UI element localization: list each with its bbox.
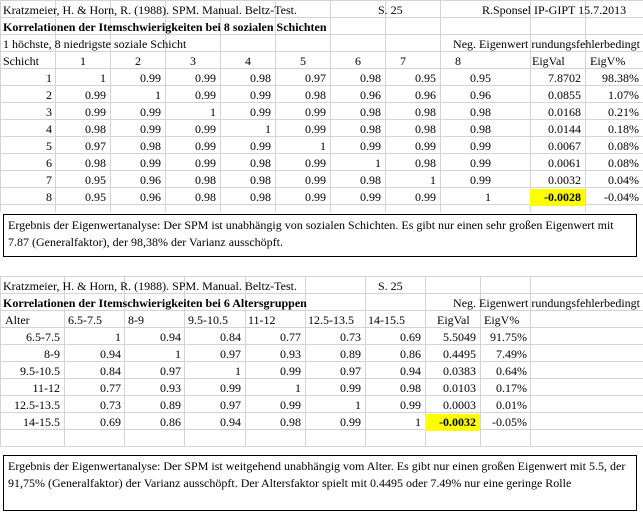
- table-cell[interactable]: 0.99: [305, 173, 326, 187]
- table-cell[interactable]: 0.99: [280, 398, 301, 412]
- row-label[interactable]: 4: [46, 122, 52, 136]
- table-cell[interactable]: 0.98: [195, 190, 216, 204]
- table-cell[interactable]: 1: [485, 190, 491, 204]
- table-cell[interactable]: 0.99: [470, 173, 491, 187]
- eigpct-cell[interactable]: 0.08%: [608, 139, 639, 153]
- table-cell[interactable]: 0.98: [280, 415, 301, 429]
- eigval-cell[interactable]: -0.0032: [425, 414, 480, 431]
- table-cell[interactable]: 0.97: [85, 139, 106, 153]
- table-cell[interactable]: 1: [115, 330, 121, 344]
- table-cell[interactable]: 0.69: [100, 415, 121, 429]
- table-cell[interactable]: 0.98: [360, 122, 381, 136]
- table-cell[interactable]: 0.99: [415, 139, 436, 153]
- table-title[interactable]: Korrelationen der Itemschwierigkeiten bei 6 Altersgruppen: [3, 296, 307, 310]
- table-cell[interactable]: 0.99: [140, 105, 161, 119]
- eigval-cell[interactable]: 0.0103: [443, 381, 476, 395]
- row-label[interactable]: 1: [46, 71, 52, 85]
- row-label[interactable]: 2: [46, 88, 52, 102]
- table-cell[interactable]: 0.99: [470, 156, 491, 170]
- table-subtitle[interactable]: 1 höchste, 8 niedrigste soziale Schicht: [3, 37, 187, 51]
- page-ref[interactable]: S. 25: [378, 279, 403, 293]
- table-cell[interactable]: 0.99: [250, 105, 271, 119]
- column-header[interactable]: 12.5-13.5: [308, 313, 354, 327]
- eigpct-cell[interactable]: 0.01%: [496, 398, 527, 412]
- row-label[interactable]: 11-12: [32, 381, 60, 395]
- column-header[interactable]: Alter: [5, 313, 30, 327]
- eigval-cell[interactable]: 0.0067: [548, 139, 581, 153]
- table-cell[interactable]: 0.99: [195, 156, 216, 170]
- eigval-cell[interactable]: 7.8702: [548, 71, 581, 85]
- eigval-cell[interactable]: 0.0061: [548, 156, 581, 170]
- table-cell[interactable]: 0.99: [195, 88, 216, 102]
- eigval-cell[interactable]: 0.0032: [548, 173, 581, 187]
- table-cell[interactable]: 0.98: [85, 122, 106, 136]
- table-cell[interactable]: 0.96: [360, 88, 381, 102]
- column-header[interactable]: 6.5-7.5: [68, 313, 102, 327]
- eigval-cell[interactable]: 0.0003: [443, 398, 476, 412]
- table-cell[interactable]: 0.73: [340, 330, 361, 344]
- eigpct-cell[interactable]: 0.04%: [608, 173, 639, 187]
- table-row: [0, 397, 643, 414]
- eigpct-cell[interactable]: 7.49%: [496, 347, 527, 361]
- table-cell[interactable]: 0.95: [85, 173, 106, 187]
- citation[interactable]: Kratzmeier, H. & Horn, R. (1988). SPM. Manual. Beltz-Test.: [3, 3, 297, 17]
- row-label[interactable]: 6.5-7.5: [26, 330, 60, 344]
- table-cell[interactable]: 0.96: [470, 88, 491, 102]
- table-cell[interactable]: 1: [235, 364, 241, 378]
- table-cell[interactable]: 0.99: [140, 156, 161, 170]
- table-cell[interactable]: 0.86: [160, 415, 181, 429]
- table-cell[interactable]: 0.97: [340, 364, 361, 378]
- table-cell[interactable]: 0.96: [415, 88, 436, 102]
- table-cell[interactable]: 0.98: [250, 156, 271, 170]
- table-cell[interactable]: 0.98: [360, 71, 381, 85]
- title-row: [0, 19, 643, 36]
- grid-line: [0, 276, 643, 277]
- column-header[interactable]: 9.5-10.5: [188, 313, 228, 327]
- table-cell[interactable]: 0.98: [85, 156, 106, 170]
- table-cell[interactable]: 1: [210, 105, 216, 119]
- eigval-cell[interactable]: 0.0855: [548, 88, 581, 102]
- table-row: [0, 346, 643, 363]
- table-cell[interactable]: 0.98: [250, 190, 271, 204]
- eigval-cell[interactable]: 0.0383: [443, 364, 476, 378]
- table-cell[interactable]: 0.94: [220, 415, 241, 429]
- table-cell[interactable]: 0.99: [360, 139, 381, 153]
- row-label[interactable]: 5: [46, 139, 52, 153]
- table-cell[interactable]: 0.94: [400, 364, 421, 378]
- table-row: [0, 104, 643, 121]
- page-ref[interactable]: S. 25: [378, 3, 403, 17]
- eigval-cell[interactable]: 0.0168: [548, 105, 581, 119]
- table-cell[interactable]: 0.98: [305, 88, 326, 102]
- eigval-cell[interactable]: 5.5049: [443, 330, 476, 344]
- table-cell[interactable]: 0.86: [400, 347, 421, 361]
- table-row: [0, 138, 643, 155]
- eigpct-cell[interactable]: 98.38%: [602, 71, 639, 85]
- table-cell[interactable]: 0.84: [220, 330, 241, 344]
- column-header[interactable]: 7: [400, 54, 406, 68]
- table-cell[interactable]: 0.94: [160, 330, 181, 344]
- table-cell[interactable]: 0.96: [140, 190, 161, 204]
- header-row: [0, 53, 643, 70]
- header-row: [0, 312, 643, 329]
- table-cell[interactable]: 0.99: [340, 415, 361, 429]
- eigpct-header[interactable]: EigV%: [484, 313, 520, 327]
- table-cell[interactable]: 0.98: [415, 122, 436, 136]
- table-cell[interactable]: 0.97: [220, 347, 241, 361]
- row-label[interactable]: 14-15.5: [23, 415, 60, 429]
- table-cell[interactable]: 0.89: [160, 398, 181, 412]
- table-row: [0, 70, 643, 87]
- table-cell[interactable]: 0.94: [100, 347, 121, 361]
- table-row: [0, 329, 643, 346]
- eigpct-cell[interactable]: 0.08%: [608, 156, 639, 170]
- table-cell[interactable]: 0.99: [195, 122, 216, 136]
- table-row: [0, 363, 643, 380]
- table-cell[interactable]: 1: [100, 71, 106, 85]
- eigval-cell[interactable]: 0.4495: [443, 347, 476, 361]
- table-cell[interactable]: 1: [155, 88, 161, 102]
- eigpct-cell[interactable]: 1.07%: [608, 88, 639, 102]
- eigpct-cell[interactable]: 0.21%: [608, 105, 639, 119]
- table-cell[interactable]: 0.95: [415, 71, 436, 85]
- table-cell[interactable]: 0.69: [400, 330, 421, 344]
- table-cell[interactable]: 0.96: [140, 173, 161, 187]
- row-label[interactable]: 9.5-10.5: [20, 364, 60, 378]
- table-cell[interactable]: 0.99: [195, 71, 216, 85]
- eigpct-cell[interactable]: -0.04%: [604, 190, 639, 204]
- table-row: [0, 172, 643, 189]
- eigpct-cell[interactable]: -0.05%: [492, 415, 527, 429]
- neg-eigenvalue-note[interactable]: Neg. Eigenwert rundungsfehlerbedingt: [453, 296, 640, 310]
- column-header[interactable]: 2: [135, 54, 141, 68]
- table-cell[interactable]: 0.98: [470, 105, 491, 119]
- table-cell[interactable]: 0.89: [340, 347, 361, 361]
- eigval-header[interactable]: EigVal: [532, 54, 565, 68]
- neg-eigenvalue-note[interactable]: Neg. Eigenwert rundungsfehlerbedingt: [453, 37, 640, 51]
- table-cell[interactable]: 0.97: [305, 71, 326, 85]
- table-cell[interactable]: 0.73: [100, 398, 121, 412]
- table-cell[interactable]: 0.95: [85, 190, 106, 204]
- eigval-header[interactable]: EigVal: [437, 313, 470, 327]
- column-header[interactable]: 4: [245, 54, 251, 68]
- column-header[interactable]: 5: [300, 54, 306, 68]
- table-cell[interactable]: 0.99: [250, 139, 271, 153]
- table-cell[interactable]: 0.99: [340, 381, 361, 395]
- table-cell[interactable]: 0.98: [250, 71, 271, 85]
- column-header[interactable]: 8: [455, 54, 461, 68]
- table-cell[interactable]: 1: [320, 139, 326, 153]
- table-cell[interactable]: 0.98: [195, 173, 216, 187]
- table-cell[interactable]: 1: [375, 156, 381, 170]
- table-row: [0, 155, 643, 172]
- column-header[interactable]: 8-9: [128, 313, 144, 327]
- table-cell[interactable]: 0.99: [195, 139, 216, 153]
- row-label[interactable]: 3: [46, 105, 52, 119]
- table-cell[interactable]: 0.97: [220, 398, 241, 412]
- table-cell[interactable]: 0.77: [100, 381, 121, 395]
- table-cell[interactable]: 0.98: [250, 173, 271, 187]
- eigpct-cell[interactable]: 91.75%: [490, 330, 527, 344]
- column-header[interactable]: 3: [190, 54, 196, 68]
- table-cell[interactable]: 0.98: [415, 156, 436, 170]
- eigpct-cell[interactable]: 0.18%: [608, 122, 639, 136]
- table-cell[interactable]: 0.99: [305, 156, 326, 170]
- table-cell[interactable]: 1: [430, 173, 436, 187]
- result-note: Ergebnis der Eigenwertanalyse: Der SPM ist unabhängig von sozialen Schichten. Es gibt nur einen sehr großen Eigenwert mit 7.87 (Generalfaktor), der 98,38% der Varianz ausschöpft.: [3, 214, 637, 257]
- eigpct-cell[interactable]: 0.17%: [496, 381, 527, 395]
- row-label[interactable]: 8: [46, 190, 52, 204]
- table-cell[interactable]: 0.98: [360, 173, 381, 187]
- table-cell[interactable]: 0.99: [280, 364, 301, 378]
- citation-row: [0, 278, 643, 295]
- table-cell[interactable]: 0.97: [160, 364, 181, 378]
- citation[interactable]: Kratzmeier, H. & Horn, R. (1988). SPM. Manual. Beltz-Test.: [3, 279, 297, 293]
- table-cell[interactable]: 0.98: [140, 139, 161, 153]
- table-cell[interactable]: 0.99: [250, 88, 271, 102]
- table-cell[interactable]: 0.99: [305, 122, 326, 136]
- table-cell[interactable]: 0.99: [220, 381, 241, 395]
- row-label[interactable]: 7: [46, 173, 52, 187]
- table-row: [0, 121, 643, 138]
- table-cell[interactable]: 0.93: [160, 381, 181, 395]
- column-header[interactable]: 1: [80, 54, 86, 68]
- table-row: [0, 380, 643, 397]
- table-cell[interactable]: 0.99: [85, 105, 106, 119]
- row-label[interactable]: 12.5-13.5: [14, 398, 60, 412]
- table-cell[interactable]: 1: [175, 347, 181, 361]
- table-row: [0, 414, 643, 431]
- eigval-cell[interactable]: -0.0028: [530, 189, 585, 206]
- table-cell[interactable]: 0.99: [85, 88, 106, 102]
- column-header[interactable]: 11-12: [248, 313, 276, 327]
- column-header[interactable]: 14-15.5: [368, 313, 405, 327]
- table-cell[interactable]: 0.99: [400, 398, 421, 412]
- citation-row: [0, 2, 643, 19]
- table-cell[interactable]: 1: [295, 381, 301, 395]
- table-cell[interactable]: 0.99: [140, 71, 161, 85]
- row-label[interactable]: 6: [46, 156, 52, 170]
- table-cell[interactable]: 0.77: [280, 330, 301, 344]
- table-cell[interactable]: 0.84: [100, 364, 121, 378]
- table-cell[interactable]: 0.99: [360, 190, 381, 204]
- eigval-cell[interactable]: 0.0144: [548, 122, 581, 136]
- table-row: [0, 189, 643, 206]
- row-label[interactable]: 8-9: [44, 347, 60, 361]
- column-header[interactable]: Schicht: [3, 54, 39, 68]
- table-cell[interactable]: 1: [355, 398, 361, 412]
- result-note: Ergebnis der Eigenwertanalyse: Der SPM ist weitgehend unabhängig vom Alter. Es gibt nur einen großen Eigenwert mit 5.5, der 91,75% (Generalfaktor) der Varianz ausschöpft. Der Altersfaktor spielt mit 0.4495 oder 7.49% nur eine geringe Rolle: [3, 455, 637, 511]
- table-title[interactable]: Korrelationen der Itemschwierigkeiten bei 8 sozialen Schichten: [3, 20, 327, 34]
- subtitle-row: [0, 36, 643, 53]
- table-cell[interactable]: 0.99: [305, 190, 326, 204]
- table-cell[interactable]: 0.93: [280, 347, 301, 361]
- table-cell[interactable]: 0.99: [470, 139, 491, 153]
- grid-line: [0, 0, 643, 1]
- table-cell[interactable]: 0.98: [360, 105, 381, 119]
- table-cell[interactable]: 0.99: [140, 122, 161, 136]
- title-row: [0, 295, 643, 312]
- table-cell[interactable]: 1: [415, 415, 421, 429]
- table-row: [0, 87, 643, 104]
- eigpct-header[interactable]: EigV%: [590, 54, 626, 68]
- column-header[interactable]: 6: [355, 54, 361, 68]
- eigpct-cell[interactable]: 0.64%: [496, 364, 527, 378]
- table-cell[interactable]: 0.98: [415, 105, 436, 119]
- table-cell[interactable]: 0.98: [470, 122, 491, 136]
- author-date[interactable]: R.Sponsel IP-GIPT 15.7.2013: [482, 3, 627, 17]
- table-cell[interactable]: 0.99: [305, 105, 326, 119]
- table-cell[interactable]: 0.95: [470, 71, 491, 85]
- table-cell[interactable]: 0.99: [415, 190, 436, 204]
- grid-line: [0, 446, 643, 447]
- table-cell[interactable]: 1: [265, 122, 271, 136]
- table-cell[interactable]: 0.98: [400, 381, 421, 395]
